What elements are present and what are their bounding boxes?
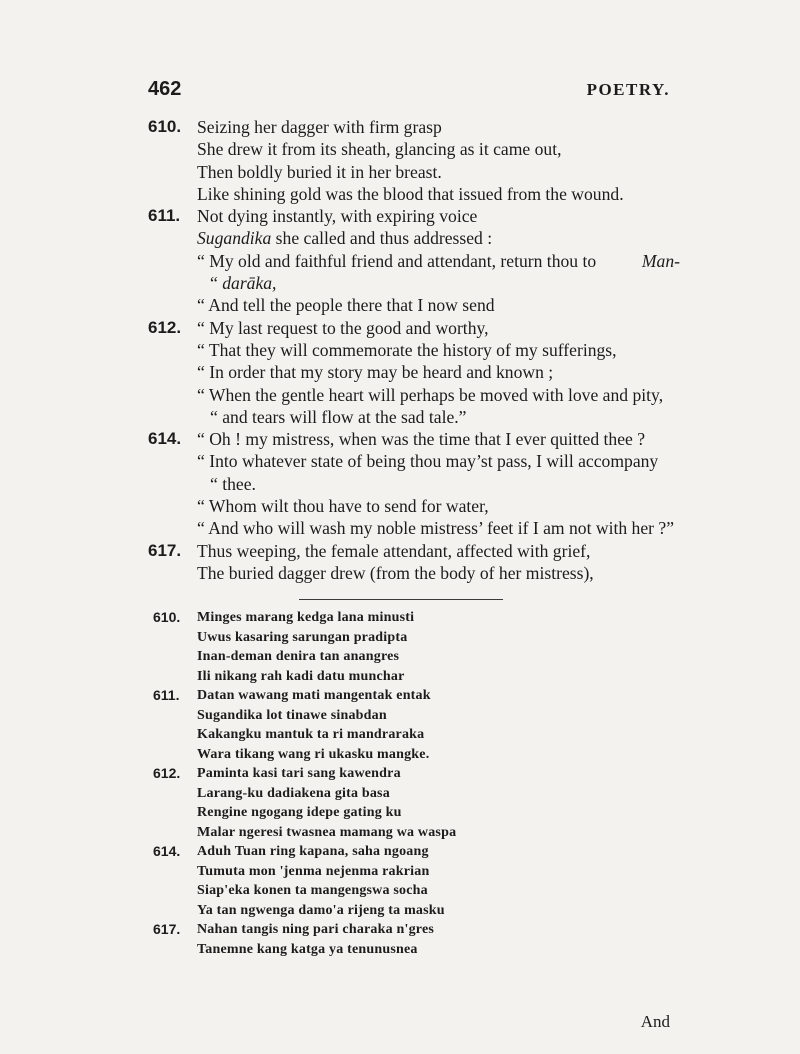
original-line: Wara tikang wang ri ukasku mangke. xyxy=(197,746,430,762)
original-line: Rengine ngogang idepe gating ku xyxy=(197,805,402,820)
stanza-number: 614. xyxy=(153,843,181,859)
italic-name: darāka, xyxy=(222,273,277,294)
verse-line: “ When the gentle heart will perhaps be moved with love and pity, xyxy=(197,384,664,405)
original-text xyxy=(153,608,673,959)
original-line: Nahan tangis ning pari charaka n'gres xyxy=(197,922,435,937)
original-stanza-610 xyxy=(153,608,673,686)
stanza-number: 617. xyxy=(153,921,181,937)
original-line: Datan wawang mati mangentak entak xyxy=(197,688,431,703)
stanza-number: 610. xyxy=(148,117,182,136)
stanza-612 xyxy=(148,317,688,428)
original-line: Ya tan ngwenga damo'a rijeng ta masku xyxy=(197,902,445,918)
verse-line: “ And who will wash my noble mistress’ feet if I am not with her ?” xyxy=(197,518,675,539)
original-line: Tumuta mon 'jenma nejenma rakrian xyxy=(197,863,430,879)
verse-line: “ Whom wilt thou have to send for water, xyxy=(197,496,489,517)
original-line: Sugandika lot tinawe sinabdan xyxy=(197,707,387,723)
stanza-617 xyxy=(148,540,688,585)
stanza-610 xyxy=(148,116,688,205)
verse-line: “ Oh ! my mistress, when was the time that I ever quitted thee ? xyxy=(197,429,646,450)
verse-line: Then boldly buried it in her breast. xyxy=(197,161,442,182)
stanza-number: 610. xyxy=(153,609,181,625)
original-line: Paminta kasi tari sang kawendra xyxy=(197,766,401,781)
verse-line: Seizing her dagger with firm grasp xyxy=(197,117,442,137)
italic-name: Man- xyxy=(641,250,680,271)
original-line: Siap'eka konen ta mangengswa socha xyxy=(197,883,428,898)
verse-line: “ That they will commemorate the history of my sufferings, xyxy=(197,339,617,360)
original-stanza-617 xyxy=(153,920,673,959)
verse-line: “ And tell the people there that I now send xyxy=(197,295,495,316)
original-stanza-612 xyxy=(153,764,673,842)
stanza-number: 614. xyxy=(148,429,182,449)
original-line: Inan-deman denira tan anangres xyxy=(197,649,400,664)
section-divider xyxy=(299,599,503,600)
original-stanza-611 xyxy=(153,686,673,764)
original-line: Larang-ku dadiakena gita basa xyxy=(197,785,390,801)
verse-line: “ In order that my story may be heard and known ; xyxy=(197,362,554,383)
english-poem xyxy=(148,116,688,584)
original-line: Malar ngeresi twasnea mamang wa waspa xyxy=(197,824,457,840)
stanza-614 xyxy=(148,428,688,539)
stanza-number: 617. xyxy=(148,540,182,560)
page-number: 462 xyxy=(148,78,182,100)
verse-line: Not dying instantly, with expiring voice xyxy=(197,206,478,227)
page-header xyxy=(148,78,670,108)
stanza-number: 611. xyxy=(153,687,180,703)
verse-line: “ thee. xyxy=(210,473,256,494)
verse-line: “ Into whatever state of being thou may’st pass, I will accompany xyxy=(197,451,659,472)
verse-line: The buried dagger drew (from the body of her mistress), xyxy=(197,562,594,583)
stanza-number: 612. xyxy=(148,317,182,337)
original-line: Uwus kasaring sarungan pradipta xyxy=(197,629,408,645)
verse-line: Thus weeping, the female attendant, affected with grief, xyxy=(197,540,591,561)
verse-line: She drew it from its sheath, glancing as it came out, xyxy=(197,139,562,160)
running-head: POETRY. xyxy=(586,80,670,99)
stanza-611 xyxy=(148,205,688,316)
verse-line: “ darāka, xyxy=(210,273,277,294)
verse-line: “ My last request to the good and worthy, xyxy=(197,317,489,338)
catchword: And xyxy=(640,1012,670,1031)
original-line: Kakangku mantuk ta ri mandraraka xyxy=(197,727,425,742)
original-stanza-614 xyxy=(153,842,673,920)
original-line: Ili nikang rah kadi datu munchar xyxy=(197,668,405,684)
original-line: Aduh Tuan ring kapana, saha ngoang xyxy=(197,844,429,859)
stanza-number: 611. xyxy=(148,206,181,226)
verse-line: Like shining gold was the blood that issued from the wound. xyxy=(197,183,624,204)
original-line: Tanemne kang katga ya tenunusnea xyxy=(197,941,418,957)
italic-name: Sugandika xyxy=(197,228,272,249)
verse-line: Sugandika she called and thus addressed : xyxy=(197,228,493,249)
verse-line: “ and tears will flow at the sad tale.” xyxy=(210,406,467,427)
original-line: Minges marang kedga lana minusti xyxy=(197,610,415,625)
verse-line: “ My old and faithful friend and attendant, return thou to Man- xyxy=(197,250,680,271)
stanza-number: 612. xyxy=(153,765,181,781)
